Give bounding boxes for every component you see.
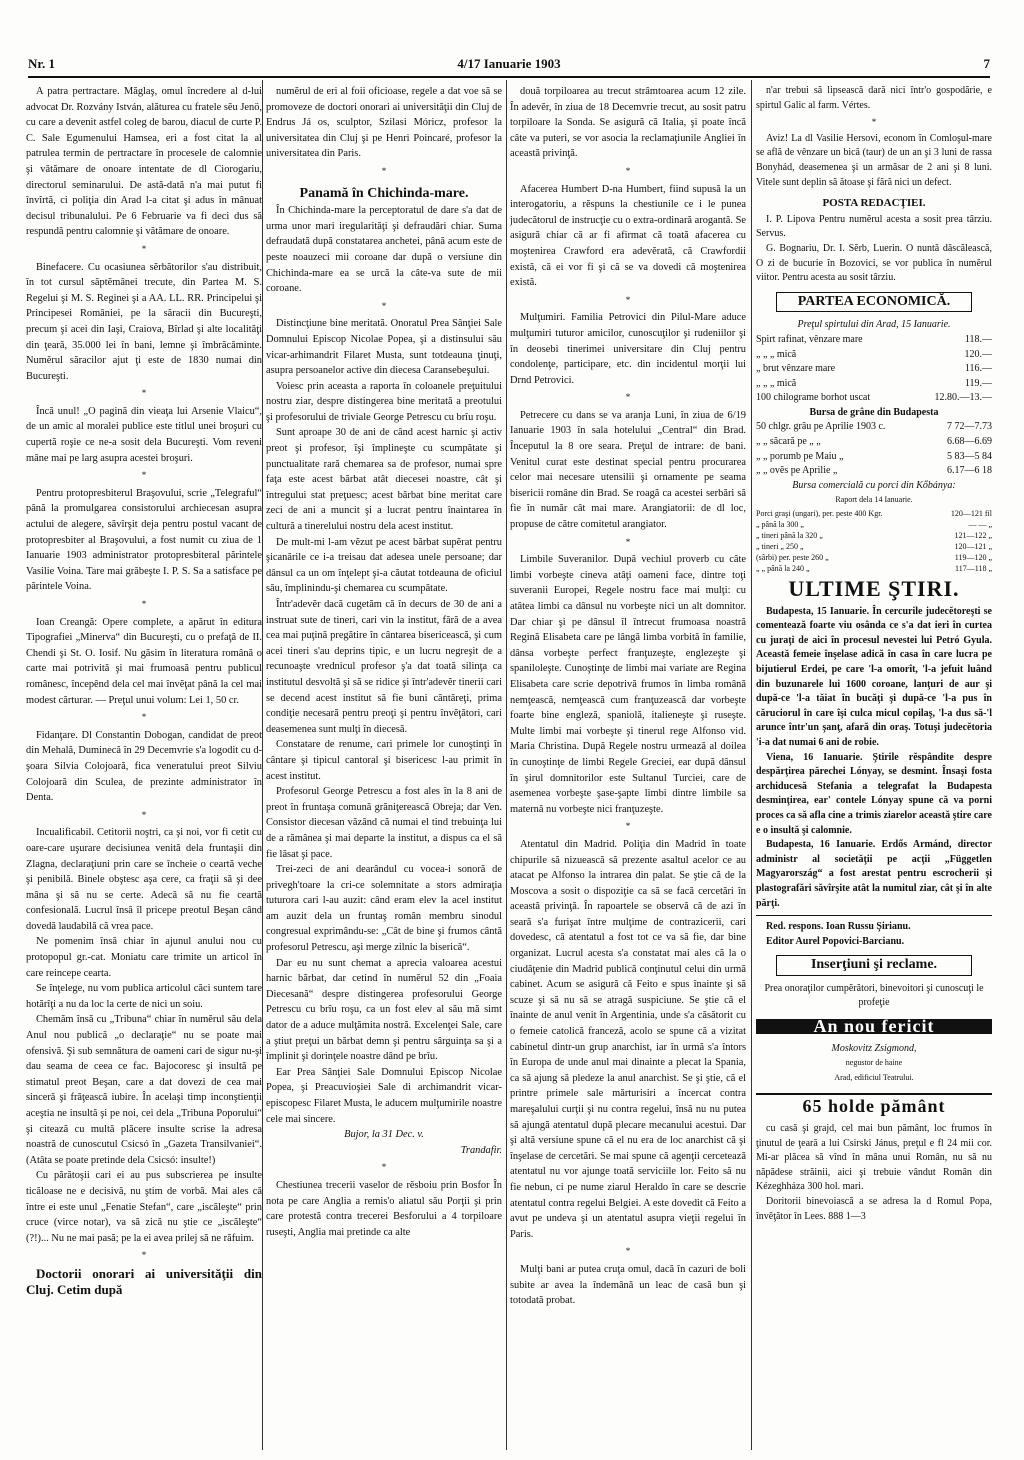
redaction-heading: POSTA REDACŢIEI. <box>822 197 926 210</box>
column-divider <box>751 80 752 1450</box>
article: Aviz! La dl Vasilie Hersovi, econom în Comloşul-mare se află de vênzare un bică (taur) de un an şi 3 luni de rassa Bonyhád, deasemenea şi un armăsar de 2 ani şi 8 luni. Vitele sunt deplin să ătoase şi fără nici un defect. <box>756 132 992 188</box>
news-item: Budapesta, 16 Ianuarie. Erdős Armánd, director administr al societăţii pe acţii „Független Magyarország“ a fost arestat pentru escrocherii şi plastografări săvîrşite atât la numitul ziar, cât şi în alte părţi. <box>756 839 992 909</box>
price-label: „ „ săcară pe „ „ <box>756 436 821 448</box>
price-value: — — „ <box>968 520 992 530</box>
price-value: 118.— <box>964 333 992 345</box>
price-row <box>756 519 992 530</box>
article: Cu părătoşii cari ei au pus subscrierea pe insulte ticăloase ne e decisivă, nu ştim de vorbă. Mai ales că între ei este unul „Fenatie Stefan“, care „iscăleşte“ prin cruce (virce notar), va să zică nu ştie ce „iscăleşte“ (?!)... Nu ne mai pasă; pe la ei avea prilej să ne răfuim. <box>26 1170 262 1244</box>
price-row <box>756 377 992 392</box>
issue-date: 4/17 Ianuarie 1903 <box>457 56 561 71</box>
article: Încă unul! „O pagină din vieaţa lui Arsenie Vlaicu“, de un amic al moralei publice este titlul unei broşuri cu cupertă roşie ce ne-a sosit dela Bucureşti. Vom reveni mâne mai pe larg asupra acestei broşuri. <box>26 405 262 464</box>
price-label: „ „ „ mică <box>756 377 797 389</box>
price-label: Spirt rafinat, vênzare mare <box>756 333 863 345</box>
column-2: numĕrul de eri al foii oficioase, regele a dat voe să se promoveze de doctori onorari ai universităţii din Cluj de Endrus Já os, sculptor, Szilasi Móricz, profesor la universitatea din Cluj şi pe Henri Poincaré, profesor la universitatea din Paris. * Panamă în Chichinda-mare. În Chichinda-mare la perceptoratul de dare s'a dat de urma unor mari iregularităţi şi defraudări chiar. Suma defraudată după constatarea anchetei, până acum este de peste noauzeci mii coroane dar după o versiune din Chichinda-mare ea se urcă la câte-va sute de mii coroane. * Distincţiune bine meritată. Onoratul Prea Sânţiei Sale Domnului Episcop Nicolae Popea, şi a distinsului său vicar-arhimandrit Filaret Musta, sunt totdeauna ţinuţi, asupra persoanelor active din diecesa Caransebeşului. Voiesc prin aceasta a raporta în coloanele preţuitului nostru ziar, despre distingerea bine meritată a preotului şi profesorului de triviale George Petrescu cu brîu roşu. Sunt aproape 30 de ani de când acest harnic şi activ preot şi profesor, îşi împlineşte cu scumpătate şi punctualitate rară chemarea sa de profesor, numai spre faţa este acest bărbat atât diecesei noastre, cât şi întregului stat preţuesc; acest bărbat bine meritat care zeci de ani a muncit şi a lucrat pentru înaintarea în cultură a tinerelului nostru dela acest institut. De mult-mi l-am vĕzut pe acest bărbat supĕrat pentru şicanările ce i-a treisau dat adesea unele persoane; dar dânsul ca un om înţelept şi-a căutat totdeauna de oficiul său, împlinindu-şi chemarea cu scumpătate. Într'adevĕr dacă cugetăm că în decurs de 30 de ani a instruat sute de tineri, cari vin la institut, fără de a avea cea mai puţină pregătire în cântarea bisericească, şi cum acei tineri s'au deprins tipic, e un lucru negreşit de a recunoaşte vrednicul profesor ş'a dat toată silinţa ca institutul desvoltă şi să se ridice şi într'adevĕr tinerii cari se decend acest institut să fie buni cântăreţi, prima condiţie necesară pentru preoţi şi pentru învĕţători, cari deasemenea sunt mulţi în diecesă. Constatare de renume, cari primele lor cunoştinţi în cântare şi tipicul cantoral şi bisericesc l-au primit în acest institut. Profesorul George Petrescu a fost ales în la 8 ani de preot în fruntaşa comună grăniţerească Obreja; dar Ven. Consistor diecesan văzând că numai el tind trebuinţa lui de a rămânea şi mai departe la institut, a dispus ca el să fie lăsat şi pace. Trei-zeci de ani dearândul cu vocea-i sonoră de privegh'toare la cri-ce solemnitate a stors admiraţia tuturora cari l-au auzit: când eram elev la acel institut am auzit dela un fruntaş român membru sinodul congresual exprimându-se: „Cât de bine şi frumos cântă profesorul Petrescu, aşi merge zilnic la biserică“. Dar eu nu sunt chemat a aprecia valoarea acestui harnic bărbat, dar cetind în numĕrul 52 din „Foaia Diecesană“ despre distingerea profesorului George Petrescu cu brîu roşu, ca un fost elev al său mă simt dator de a aduce mulţămita nostră. Excelenţei Sale, care a ştiut preţui un bărbat demn şi pentru sârguinţa sa şi a împlinit şi dorinţele noastre dând pe brîu. Ear Prea Sânţiei Sale Domnului Episcop Nicolae Popea, şi Preacuvioşiei Sale di archimandrit vicar-episcopesc Filaret Musta, le aducem mulţumirile noastre cele mai sincere. Bujor, la 31 Dec. v. Trandafir. * Chestiunea trecerii vaselor de rĕsboiu prin Bosfor În nota pe care Anglia a remis'o aliatul său Porţii şi prin care protestă contra trecerei Besforului a 4 torpiloare ruseşti, Anglia mai pretinde ca alte <box>266 84 502 1454</box>
redaction-note: G. Bognariu, Dr. I. Sĕrb, Luerin. O nuntă dăscălească, O zi de bucurie în Bozovici, se vor publica în numĕrul viitor. Pentru acesta au sosit târziu. <box>756 242 992 284</box>
table-title: Preţul spirtului din Arad, 15 Ianuarie. <box>797 319 951 331</box>
article: Într'adevĕr dacă cugetăm că în decurs de 30 de ani a instruat sute de tineri, cari vin la institut, fără de a avea cea mai puţină pregătire în cântarea bisericească, şi cum acei tineri s'au deprins tipic, e un lucru negreşit de a recunoaşte vrednicul profesor ş'a dat toată silinţa ca institutul desvoltă şi să se ridice şi într'adevĕr tinerii cari se decend acest institut să fie buni cântăreţi, prima condiţie necesară pentru preoţi şi pentru învĕţători, cari deasemenea sunt mulţi în diecesă. <box>266 599 502 735</box>
price-value: 119.— <box>964 377 992 389</box>
article: Atentatul din Madrid. Poliţia din Madrid în toate chipurile să nizuească să prezente asaltul acelor ce au atacat pe Alfonso la intrarea din palat. Se ştie că de la Moscova a sosit o dispoziţie ca să se facă cercetări în această privinţă. În rapoartele se observă că de azi în seară s'a furişat între mulţime de contrazicerii, cari dovedesc, că atentatul a fost tot ce va să fie, dar bine organizat. Lucrul acesta s'a constatat mai ales că la o ciudăţenie din Madrid publică conţinutul celui din urmă cabinet. Acum se asigură că Feito e spus înainte şi să scuze şi să nu să se atragă suspiciune. Se ştie că el înainte de anul venit în Argentinia, unde s'a căsătorit cu o femeie catolică franceză, acolo se spune că a vizitat cabinetul dintr-un grup anarchist, iar în urmă s'a întors în Europa de unde anul mai dinainte a plecat la Spania, ca să ajung să pledeze la anul anarchist. Se şi ştie, că el printre primele sale mărturisiri a încercat contra mareşalului curţii şi nu contra regelui, însă nu nu putea să ajungă atentatul după plecare mecanului acestui. Dar şi altă versiune spune că el nu era de loc anarchist că şi înşelase de cercetări. Se mai spune că agenţii cercetează atentatul nu vor ajunge toată serviciile lor. Feito să nu fie nebun, ci pe nume ziarul Heraldo în care se descrie atentatul contra regelui Belgiei. A este dovedit că Feito a avut pe undeva şi un atentatul asupra vieţii regelui în Paris. <box>510 838 746 1240</box>
price-value: 6.17—6 18 <box>947 465 992 477</box>
price-row <box>756 464 992 479</box>
article: Binefacere. Cu ocasiunea sĕrbătorilor s'au distribuit, în tot cursul săptĕmânei trecute, din Partea M. S. Regelui şi M. S. Reginei şi a AA. LL. RR. Principelui şi Principesei României, pe la săracii din Bucureşti, precum şi acei din Iaşi, Craiova, Bîrlad şi alte localităţi din ţeară, 35.000 lei în bani, lemne şi îmbrăcăminte. Numĕrul săracilor ajut ţi este de 1830 numai din Bucureşti. <box>26 261 262 382</box>
price-row <box>756 435 992 450</box>
article: A patra pertractare. Măglaş, omul încredere al d-lui advocat Dr. Rozvány István, alăturea cu fratele sĕu Jenö, cu care a devenit astfel coleg de barou, diacul de curte P. C. Sale Egumenului Hamsea, eri a fost citat la al patrulea termin de pertractare în procesele de calomnie şi vătămare de onoare intentate de dl Ciorogariu, directorul seminarului. De astă-dată n'a mai putut fi învîrtă, ci poliţia din Arad l-a citat şi adus în mânuat decisul tribunalului. Pe 6 Februarie va fi deci dus să respundă pentru calomnie şi vătămare de onoare. <box>26 86 262 238</box>
price-label: „ „ porumb pe Maiu „ <box>756 450 844 462</box>
ads-heading: Inserţiuni şi reclame. <box>776 955 972 976</box>
article-heading: Doctorii onorari ai universităţii din Cluj. Cetim după <box>26 1265 262 1297</box>
latest-news-heading: ULTIME ŞTIRI. <box>788 576 960 602</box>
economic-section-heading: PARTEA ECONOMICĂ. <box>776 292 972 313</box>
ad-intro: Prea onoraţilor cumpĕrători, binevoitori şi cunoscuţi le profeţie <box>764 982 984 1009</box>
article: Pentru protopresbiterul Braşovului, scrie „Telegraful“ până la promulgarea consistorului archiecesan asupra actului de alegere, săvîrşit deja pentru postul vacant de protopresbiter al Braşovului, a fost numit cu ziua de 1 Ianuarie 1903 administrator protopresbiteral părintele Vasilie Voina. Tare mai grăbeşte I. P. S. Sa a satisface pe părintele Voina. <box>26 487 262 593</box>
price-value: 5 83—5 84 <box>947 450 992 462</box>
ad-address: Arad, edificiul Teatrului. <box>834 1072 914 1082</box>
article: Ioan Creangă: Opere complete, a apărut în editura Tipografiei „Minerva“ din Bucureşti, cu o prefaţă de II. Chendi şi St. O. Iosif. Nu găsim în literatura română o carte mai potrivită şi mai frumoasă pentru publicul românesc, începênd dela cel mai învĕţat până la cel mai modest cărturar. — Preţul unui volum: Lei 1, 50 cr. <box>26 616 262 706</box>
separator: * <box>141 243 147 254</box>
article: două torpiloarea au trecut strâmtoarea acum 12 zile. În adevĕr, în ziua de 18 Decemvrie trecut, au sosit patru torpiloare la Sonda. Se asigură că Italia, şi poate încă câte va puteri, se vor asocia la reclamaţiunile Angliei în această privinţă. <box>510 86 746 160</box>
article: Se înţelege, nu vom publica articolul căci suntem tare hotărîţi a nu da loc la certe de nici un soiu. <box>26 983 262 1010</box>
price-label: „ tineri „ 250 „ <box>756 542 804 552</box>
article: Mulţumiri. Familia Petrovici din Pilul-Mare aduce mulţumiri tuturor amicilor, cunoscuţilor şi rudeniilor şi în deosebi tinerimei universitare din Cluj pentru condolenţe, participare, etc. din incidentul morţii lui Drnd Petrovici. <box>510 312 746 386</box>
page-number: 7 <box>983 56 990 71</box>
price-label: Porci graşi (ungari), per. peste 400 Kgr. <box>756 509 883 519</box>
column-divider <box>262 80 263 1450</box>
column-3: două torpiloarea au trecut strâmtoarea acum 12 zile. În adevĕr, în ziua de 18 Decemvrie trecut, au sosit patru torpiloare la Sonda. Se asigură că Italia, şi poate încă câte va puteri, se vor asocia la reclamaţiunile Angliei în această privinţă. * Afacerea Humbert D-na Humbert, fiind supusă la un interogatoriu, a rĕspuns la chestiunile ce i le punea judecătorul de instrucţie cu o extra-ordinară arogantă. Se asigură chiar că ar fi afirmat că toată afacerea cu moştenirea Crawford era adevĕrată, că Crawfordii există, că ei vor fi şi că se va dovedi că moştenirea există. * Mulţumiri. Familia Petrovici din Pilul-Mare aduce mulţumiri tuturor amicilor, cunoscuţilor şi rudeniilor şi în deosebi tinerimei universitare din Cluj pentru condolenţe, participare, etc. din incidentul morţii lui Drnd Petrovici. * Petrecere cu dans se va aranja Luni, în ziua de 6/19 Ianuarie 1903 în sala hotelului „Central“ din Brad. Începutul la 8 ore seara. Preţul de intrare: de bani. Venitul curat este destinat special pentru procurarea celor mai necesare utensilii şi ornamente pe seama bisericii române din Brad. Se roagă ca acestei serbări să fie în număr cât mai mare. Arangiatorii: de dl loc, propuse de către comitetul arangiator. * Limbile Suveranilor. După vechiul proverb cu câte limbi vorbeşte cineva atâţi oameni face, dintre toţi suveranii Europei, Regele nostru face mai mulţi: cu atâtea limbi ca dânsul nu vorbeşte nici un alt domnitor. Dar chiar şi pe dânsul îl întrecut frumoasa noastră Regină Elisabeta care pe lângă limba vorbită în familie, dânsa vorbeşte perfect franţuzeşte, englezeşte şi spaniloleşte. Cunoştinţe de limbi mai variate are Regina Elisabeta care scrie depotrivă frumos în limba română nemţească, nemţească cum franţuzească dar vorbeşte foarte bine engleză, spaniolă, italieneşte şi ruseşte. Multe limbi mai vorbeşte şi tinerul rege Alfonso vid. Maria Christina. După Regele nostru urmează al doilea în cunoştinţe de limbi Regele Greciei, ear după dânsul în şirul domnitorilor este Sultanul Turciei, care de asemenea vorbeşte şase-şapte limbi dintre limbile sa maternă nu vorbeşte nici franţuzeşte. * Atentatul din Madrid. Poliţia din Madrid în toate chipurile să nizuească să prezente asaltul acelor ce au atacat pe Alfonso la intrarea din palat. Se ştie că de la Moscova a sosit o dispoziţie ca să se facă cercetări în această privinţă. În rapoartele se observă că de azi în seară s'a furişat între mulţime de contrazicerii, cari dovedesc, că atentatul a fost tot ce va să fie, dar bine organizat. Lucrul acesta s'a constatat mai ales că la o ciudăţenie din Madrid publică conţinutul celui din urmă cabinet. Acum se asigură că Feito e spus înainte şi să scuze şi să nu să se atragă suspiciune. Se ştie că el înainte de anul venit în Argentinia, unde s'a căsătorit cu o femeie catolică franceză, acolo se spune că a vizitat cabinetul dintr-un grup anarchist, iar în urmă s'a întors în Europa de unde anul mai dinainte a plecat la Spania, ca să ajung să pledeze la anul anarchist. Se şi ştie, că el printre primele sale mărturisiri a încercat contra mareşalului curţii şi nu contra regelui, însă nu nu putea să ajungă atentatul după plecare mecanului acestui. Dar şi altă versiune spune că el nu era de loc anarchist că şi înşelase de cercetări. Se mai spune că agenţii cercetează atentatul nu vor ajunge toată serviciile lor. Feito să nu fie nebun, ci pe nume ziarul Heraldo în care se descrie atentatul contra regelui Belgiei. A este dovedit că Feito a avut pe undeva şi un atentatul asupra vieţii regelui în Paris. * Mulţi bani ar putea cruţa omul, dacă în cazuri de boli subite ar avea la îndemână un leac de casă bun şi totodată probat. <box>510 84 746 1454</box>
price-label: 100 chilograme borhot uscat <box>756 392 871 404</box>
price-row <box>756 362 992 377</box>
price-value: 119—120 „ <box>954 553 992 563</box>
news-item: Budapesta, 15 Ianuarie. În cercurile judecĕtoreşti se comentează foarte viu osânda ce s'a dat ieri în curtea cu juraţi de aici în procesul nevestei lui Petró Gyula. Această femeie înşelase adică în casa în care lucra pe bijutierul Erdei, pe care 'l-a omorît, 'l-a jefuit luând din buzunarele lui 1600 coroane, lanţuri de aur şi după-ce 'l-a tăiat în bucăţi şi după-ce 'l-a pus în căruciorul în care îşi culca micul copilaş, 'l-a dus să-'l arunce într'un şanţ, afară din oraş. Totuşi judecĕtoria 'i-a dat numai 6 ani de robie. <box>756 605 992 748</box>
price-value: 116.— <box>964 363 992 375</box>
article: Voiesc prin aceasta a raporta în coloanele preţuitului nostru ziar, despre distingerea bine meritată a preotului şi profesorului de triviale George Petrescu cu brîu roşu. <box>266 380 502 423</box>
spirit-price-table <box>756 333 992 406</box>
article: Mulţi bani ar putea cruţa omul, dacă în cazuri de boli subite ar avea la îndemână un leac de casă bun şi totodată probat. <box>510 1263 746 1307</box>
signature-place: Bujor, la 31 Dec. v. <box>344 1129 424 1141</box>
price-value: 12.80.—13.— <box>934 392 992 404</box>
price-value: 120—121 fil <box>950 509 992 519</box>
price-row <box>756 508 992 519</box>
article: Afacerea Humbert D-na Humbert, fiind supusă la un interogatoriu, a rĕspuns la chestiunile ce i le punea judecătorul de instrucţie cu o extra-ordinară arogantă. Se asigură chiar că ar fi afirmat că toată afacerea cu moştenirea Crawford era adevĕrată, că Crawfordii există, că ei vor fi şi că se va dovedi că moştenirea există. <box>510 183 746 289</box>
column-1: A patra pertractare. Măglaş, omul încredere al d-lui advocat Dr. Rozvány István, alăturea cu fratele sĕu Jenö, cu care a devenit astfel coleg de barou, diacul de curte P. C. Sale Egumenului Hamsea, eri a fost citat la al patrulea termin de pertractare în procesele de calomnie şi vătămare de onoare intentate de dl Ciorogariu, directorul seminarului. De astă-dată n'a mai putut fi învîrtă, ci poliţia din Arad l-a citat şi adus în mânuat decisul tribunalului. Pe 6 Februarie va fi deci dus să respundă pentru calomnie şi vătămare de onoare. * Binefacere. Cu ocasiunea sĕrbătorilor s'au distribuit, în tot cursul săptĕmânei trecute, din Partea M. S. Regelui şi M. S. Reginei şi a AA. LL. RR. Principelui şi Principesei României, pe la săracii din Bucureşti, precum şi acei din Iaşi, Craiova, Bîrlad şi alte localităţi din ţeară, 35.000 lei în bani, lemne şi îmbrăcăminte. Numĕrul săracilor ajut ţi este de 1830 numai din Bucureşti. * Încă unul! „O pagină din vieaţa lui Arsenie Vlaicu“, de un amic al moralei publice este titlul unei broşuri cu cupertă roşie ce ne-a sosit dela Bucureşti. Vom reveni mâne mai pe larg asupra acestei broşuri. * Pentru protopresbiterul Braşovului, scrie „Telegraful“ până la promulgarea consistorului archiecesan asupra actului de alegere, săvîrşit deja pentru postul vacant de protopresbiter al Braşovului, a fost numit cu ziua de 1 Ianuarie 1903 administrator protopresbiteral părintele Vasilie Voina. Tare mai grăbeşte I. P. S. Sa a satisface pe părintele Voina. * Ioan Creangă: Opere complete, a apărut în editura Tipografiei „Minerva“ din Bucureşti, cu o prefaţă de II. Chendi şi St. O. Iosif. Nu găsim în literatura română o carte mai potrivită şi mai frumoasă pentru publicul românesc, începênd dela cel mai învĕţat până la cel mai modest cărturar. — Preţul unui volum: Lei 1, 50 cr. * Fidanţare. Dl Constantin Dobogan, candidat de preot din Mehală, Duminecă în 29 Decemvrie s'a logodit cu d-şoara Silvia Colojoară, fica veneratului preot Silviu Colojoară din Sculea, de prezinte administrator în Denta. * Incualificabil. Cetitorii noştri, ca şi noi, vor fi cetit cu oare-care uşurare decisiunea venită dela fruntaşii din Zlagna, declaraţiuni prin care se încheie o ceartă veche şi penibilă. Binele obştesc aşa cere, ca fraţii să şi dee mâna şi să nu se certe. Adecă să nu fie ceartă confesională. Lucrul însă îl pricepe preotul Beşan când dovedă laudabilă că vrea pace. Ne pomenim însă chiar în ajunul anului nou cu protopopul gr.-cat. Moniatu care trimite un articol în care reincepe cearta. Se înţelege, nu vom publica articolul căci suntem tare hotărîţi a nu da loc la certe de nici un soiu. Chemăm însă cu „Tribuna“ chiar în numĕrul său dela Anul nou publică „o declaraţie“ nu se poate mai ofensivă. Şi sub semnătura de oameni cari de sigur nu-şi dau seama de ceea ce fac. Bajocoresc şi insultă pe stimatul preot Beşan, care a dat dovezi de cea mai sinceră şi frăţească iubire. În acelaşi timp inconştienţii aceştia ne insultă şi pe noi, cei dela „Tribuna Poporului“ şi citează cu multă plăcere insulte scrise la adresa noastră de cunoscutul Csicsó în „Gazeta Transilvaniei“. (Atâta se poate pretinde dela Csicsó: insulte!) Cu părătoşii cari ei au pus subscrierea pe insulte ticăloase ne e decisivă, nu ştim de vorbă. Mai ales că între ei este unul „Fenatie Stefan“, care „iscăleşte“ prin cruce (virce notar), va să zică nu ştie ce „iscăleşte“ (?!)... Nu ne mai pasă; pe la ei avea prilej să ne răfuim. * Doctorii onorari ai universităţii din Cluj. Cetim după <box>26 86 262 1297</box>
article: Limbile Suveranilor. După vechiul proverb cu câte limbi vorbeşte cineva atâţi oameni face, dintre toţi suveranii Europei, Regele nostru face mai mulţi: cu atâtea limbi ca dânsul nu vorbeşte nici un alt domnitor. Dar chiar şi pe dânsul îl întrecut frumoasa noastră Regină Elisabeta care pe lângă limba vorbită în familie, dânsa vorbeşte perfect franţuzeşte, englezeşte şi spaniloleşte. Cunoştinţe de limbi mai variate are Regina Elisabeta care scrie depotrivă frumos în limba română nemţească, nemţească cum franţuzească dar vorbeşte foarte bine engleză, spaniolă, italieneşte şi ruseşte. Multe limbi mai vorbeşte şi tinerul rege Alfonso vid. Maria Christina. După Regele nostru urmează al doilea în cunoştinţe de limbi Regele Greciei, ear după dânsul în şirul domnitorilor este Sultanul Turciei, care de asemenea vorbeşte şase-şapte limbi dintre limbile sa maternă nu vorbeşte nici franţuzeşte. <box>510 554 746 815</box>
ad-text: cu casă şi grajd, cel mai bun pământ, loc frumos în ţinutul de ţeară a lui Csirski Jánus, preţul e fl 24 mii cor. Mi-ar plăcea să vînd în mâna unui Român, nu să nu năpădese străinii, aici şi trebuie vândut Român din Kézeghháza 300 hol. mari. <box>756 1123 992 1193</box>
price-row <box>756 348 992 363</box>
price-row <box>756 541 992 552</box>
price-row <box>756 563 992 574</box>
column-divider <box>506 80 507 1450</box>
ad-footer: Doritorii binevoiască a se adresa la d Romul Popa, învĕţător în Lees. 888 1—3 <box>756 1196 992 1222</box>
price-value: 120—121 „ <box>954 542 992 552</box>
price-row <box>756 420 992 435</box>
price-value: 6.68—6.69 <box>947 436 992 448</box>
article: Chestiunea trecerii vaselor de rĕsboiu prin Bosfor În nota pe care Anglia a remis'o aliatul său Porţii şi prin care protestă contra trecerei Besforului a 4 torpiloare ruseşti, Anglia mai pretinde ca alte <box>266 1179 502 1238</box>
price-label: „ „ „ mică <box>756 348 797 360</box>
article: Petrecere cu dans se va aranja Luni, în ziua de 6/19 Ianuarie 1903 în sala hotelului „Central“ din Brad. Începutul la 8 ore seara. Preţul de intrare: de bani. Venitul curat este destinat special pentru procurarea celor mai necesare utensilii şi ornamente pe seama bisericii române din Brad. Se roagă ca acestei serbări să fie în număr cât mai mare. Arangiatorii: de dl loc, propuse de către comitetul arangiator. <box>510 409 746 531</box>
price-label: 50 chlgr. grâu pe Aprilie 1903 c. <box>756 421 886 433</box>
column-4: n'ar trebui să lipsească dară nici într'o gospodărie, e spirtul Galic al farm. Vértes. * Aviz! La dl Vasilie Hersovi, econom în Comloşul-mare se află de vênzare un bică (taur) de un an şi 3 luni de rassa Bonyhád, deasemenea şi un armăsar de 2 ani şi 8 luni. Vitele sunt deplin să ătoase şi fără nici un defect. POSTA REDACŢIEI. I. P. Lipova Pentru numĕrul acesta a sosit prea târziu. Servus. G. Bognariu, Dr. I. Sĕrb, Luerin. O nuntă dăscălească, O zi de bucurie în Bozovici, se vor publica în numĕrul viitor. Pentru acesta au sosit târziu. PARTEA ECONOMICĂ. Preţul spirtului din Arad, 15 Ianuarie. Spirt rafinat, vênzare mare 118.— „ „ „ mică 120.— „ brut vênzare mare 116.— „ „ „ mică 119.— 100 chilograme borhot uscat 12.80.—13.— Bursa de grâne din Budapesta 50 chlgr. grâu pe Aprilie 1903 c. 7 72—7.73 „ „ săcară pe „ „ 6.68—6.69 „ „ porumb pe Maiu „ 5 83—5 84 „ „ ovĕs pe Aprilie „ 6.17—6 18 Bursa comercială cu porci din Kőbánya: Raport dela 14 Ianuarie. Porci graşi (ungari), per. peste 400 Kgr. 120—121 fil „ până la 300 „ — — „ „ tineri până la 320 „ 121—122 „ „ tineri „ 250 „ 120—121 „ (sârbi) per. peste 260 „ 119—120 „ „ „ până la 240 „ 117—118 „ ULTIME ŞTIRI. Budapesta, 15 Ianuarie. În cercurile judecĕtoreşti se comentează foarte viu osânda ce s'a dat ieri în curtea cu juraţi de aici în procesul nevestei lui Petró Gyula. Această femeie înşelase adică în casa în care lucra pe bijutierul Erdei, pe care 'l-a omorît, 'l-a jefuit luând din buzunarele lui 1600 coroane, lanţuri de aur şi după-ce 'l-a tăiat în bucăţi şi după-ce 'l-a pus în căruciorul în care îşi culca micul copilaş, 'l-a dus să-'l arunce într'un şanţ, afară din oraş. Totuşi judecĕtoria 'i-a dat numai 6 ani de robie. Viena, 16 Ianuarie. Ştirile rĕspândite despre despărţirea părechei Lónyay, se desmint. Însaşi fosta archiducesă Stefania a telegrafat la Budapesta desminţirea, ear' contele Lónyay spune că va porni proces ca să afla cine a trimis ziarelor această ştire care e o insultă şi calomnie. Budapesta, 16 Ianuarie. Erdős Armánd, director administr al societăţii pe acţii „Független Magyarország“ a fost arestat pentru escrocherii şi plastografări săvîrşite atât la numitul ziar, cât şi în alte părţi. Red. respons. Ioan Russu Şirianu. Editor Aurel Popovici-Barcianu. Inserţiuni şi reclame. Prea onoraţilor cumpĕrători, binevoitori şi cunoscuţi le profeţie An nou fericit Moskovitz Zsigmond, negustor de haine Arad, edificiul Teatrului. 65 holde pământ cu casă şi grajd, cel mai bun pământ, loc frumos în ţinutul de ţeară a lui Csirski Jánus, preţul e fl 24 mii cor. Mi-ar plăcea să vînd în mâna unui Român, nu să nu năpădese străinii, aici şi trebuie vândut Român din Kézeghháza 300 hol. mari. Doritorii binevoiască a se adresa la d Romul Popa, învĕţător în Lees. 888 1—3 <box>756 84 992 1454</box>
ad-title: 65 holde pământ <box>756 1093 992 1114</box>
issue-number: Nr. 1 <box>28 56 55 71</box>
price-value: 121—122 „ <box>954 531 992 541</box>
header-rule <box>28 76 990 78</box>
ad-name: Moskovitz Zsigmond, <box>831 1042 917 1054</box>
price-value: 117—118 „ <box>955 564 992 574</box>
article: Fidanţare. Dl Constantin Dobogan, candidat de preot din Mehală, Duminecă în 29 Decemvrie s'a logodit cu d-şoara Silvia Colojoară, fica veneratului preot Silviu Colojoară din Sculea, de prezinte administrator în Denta. <box>26 729 262 804</box>
pig-price-table <box>756 508 992 574</box>
ad-job: negustor de haine <box>845 1058 903 1068</box>
article: Dar eu nu sunt chemat a aprecia valoarea acestui harnic bărbat, dar cetind în numĕrul 52 din „Foaia Diecesană“ despre distingerea profesorului George Petrescu cu brîu roşu, ca un fost elev al său mă simt dator de a aduce mulţămita nostră. Excelenţei Sale, care a ştiut preţui un bărbat demn şi pentru sârguinţa sa şi a împlinit şi dorinţele noastre dând pe brîu. <box>266 957 502 1063</box>
news-item: Viena, 16 Ianuarie. Ştirile rĕspândite despre despărţirea părechei Lónyay, se desmint. Însaşi fosta archiducesă Stefania a telegrafat la Budapesta desminţirea, ear' contele Lónyay spune că va porni proces ca să afla cine a trimis ziarelor această ştire care e o insultă şi calomnie. <box>756 751 992 836</box>
page-header <box>28 56 990 72</box>
article: Sunt aproape 30 de ani de când acest harnic şi activ preot şi profesor, îşi împlineşte cu scumpătate şi punctualitate rară chemarea sa de profesor, numai spre faţa este acest bărbat atât diecesei noastre, cât şi întregului stat preţuesc; acest bărbat bine meritat care zeci de ani a muncit şi a lucrat pentru înaintarea în cultură a tinerelului nostru dela acest institut. <box>266 427 502 533</box>
editor-line: Editor Aurel Popovici-Barcianu. <box>766 935 905 947</box>
article: Incualificabil. Cetitorii noştri, ca şi noi, vor fi cetit cu oare-care uşurare decisiunea venită dela fruntaşii din Zlagna, declaraţiuni prin care se încheie o ceartă veche şi penibilă. Binele obştesc aşa cere, ca fraţii să şi dee mâna şi să nu se certe. Adecă să nu fie ceartă confesională. Lucrul însă îl pricepe preotul Beşan când dovedă laudabilă că vrea pace. <box>26 827 262 932</box>
ad-title: An nou fericit <box>756 1019 992 1034</box>
price-value: 7 72—7.73 <box>947 421 992 433</box>
article: De mult-mi l-am vĕzut pe acest bărbat supĕrat pentru şicanările ce i-a treisau dat adesea unele persoane; dar dânsul ca un om înţelept şi-a căutat totdeauna de oficiul său, împlinindu-şi chemarea cu scumpătate. <box>266 536 502 595</box>
article: Ne pomenim însă chiar în ajunul anului nou cu protopopul gr.-cat. Moniatu care trimite un articol în care reincepe cearta. <box>26 936 262 979</box>
price-row <box>756 333 992 348</box>
article: Ear Prea Sânţiei Sale Domnului Episcop Nicolae Popea, şi Preacuvioşiei Sale di archimandrit vicar-episcopesc Filaret Musta, le aducem mulţumirile noastre cele mai sincere. <box>266 1066 502 1125</box>
article: Constatare de renume, cari primele lor cunoştinţi în cântare şi tipicul cantoral şi bisericesc l-au primit în acest institut. <box>266 739 502 782</box>
article: În Chichinda-mare la perceptoratul de dare s'a dat de urma unor mari iregularităţi şi defraudări chiar. Suma defraudată după constatarea anchetei, până acum este de peste noauzeci mii coroane dar după o versiune din Chichinda-mare ea se urcă la câte-va sute de mii coroane. <box>266 205 502 295</box>
redaction-note: I. P. Lipova Pentru numĕrul acesta a sosit prea târziu. Servus. <box>756 213 992 240</box>
article: Trei-zeci de ani dearândul cu vocea-i sonoră de privegh'toare la cri-ce solemnitate a stors admiraţia tuturora cari l-au auzit: când eram elev la acel institut am auzit dela un fruntaş român membru sinodul congresual exprimându-se: „Cât de bine şi frumos cântă profesorul Petrescu, aşi merge zilnic la biserică“. <box>266 864 502 954</box>
article: Chemăm însă cu „Tribuna“ chiar în numĕrul său dela Anul nou publică „o declaraţie“ nu se poate mai ofensivă. Şi sub semnătura de oameni cari de sigur nu-şi dau seama de ceea ce fac. Bajocoresc şi insultă pe stimatul preot Beşan, care a dat dovezi de cea mai sinceră şi frăţească iubire. În acelaşi timp inconştienţii aceştia ne insultă şi pe noi, cei dela „Tribuna Poporului“ şi citează cu multă plăcere insulte scrise la adresa noastră de cunoscutul Csicsó în „Gazeta Transilvaniei“. (Atâta se poate pretinde dela Csicsó: insulte!) <box>26 1014 262 1166</box>
price-row <box>756 450 992 465</box>
editor-line: Red. respons. Ioan Russu Şirianu. <box>766 921 911 933</box>
table-subtitle: Raport dela 14 Ianuarie. <box>835 495 913 505</box>
price-label: „ tineri până la 320 „ <box>756 531 823 541</box>
price-label: „ brut vênzare mare <box>756 363 836 375</box>
article-heading: Panamă în Chichinda-mare. <box>299 185 469 201</box>
signature: Trandafir. <box>460 1144 502 1156</box>
price-row <box>756 552 992 563</box>
table-title: Bursa comercială cu porci din Kőbánya: <box>792 479 956 491</box>
price-label: „ „ până la 240 „ <box>756 564 810 574</box>
price-label: „ până la 300 „ <box>756 520 804 530</box>
price-label: „ „ ovĕs pe Aprilie „ <box>756 465 838 477</box>
table-title: Bursa de grâne din Budapesta <box>809 406 939 418</box>
grain-price-table <box>756 420 992 478</box>
article: Profesorul George Petrescu a fost ales în la 8 ani de preot în fruntaşa comună grăniţerească Obreja; dar Ven. Consistor diecesan văzând că numai el tind trebuinţa lui de a rămânea şi mai departe la institut, a dispus ca el să fie lăsat şi pace. <box>266 786 502 860</box>
article: numĕrul de eri al foii oficioase, regele a dat voe să se promoveze de doctori onorari ai universităţii din Cluj de Endrus Já os, sculptor, Szilasi Móricz, profesor la universitatea din Cluj şi pe Henri Poincaré, profesor la universitatea din Paris. <box>266 86 502 160</box>
price-value: 120.— <box>964 348 992 360</box>
price-label: (sârbi) per. peste 260 „ <box>756 553 829 563</box>
article: n'ar trebui să lipsească dară nici într'o gospodărie, e spirtul Galic al farm. Vértes. <box>756 85 992 111</box>
price-row <box>756 530 992 541</box>
price-row <box>756 391 992 406</box>
article: Distincţiune bine meritată. Onoratul Prea Sânţiei Sale Domnului Episcop Nicolae Popea, şi a distinsului său vicar-arhimandrit Filaret Musta, sunt totdeauna ţinuţi, asupra persoanelor active din diecesa Caransebeşului. <box>266 318 502 377</box>
